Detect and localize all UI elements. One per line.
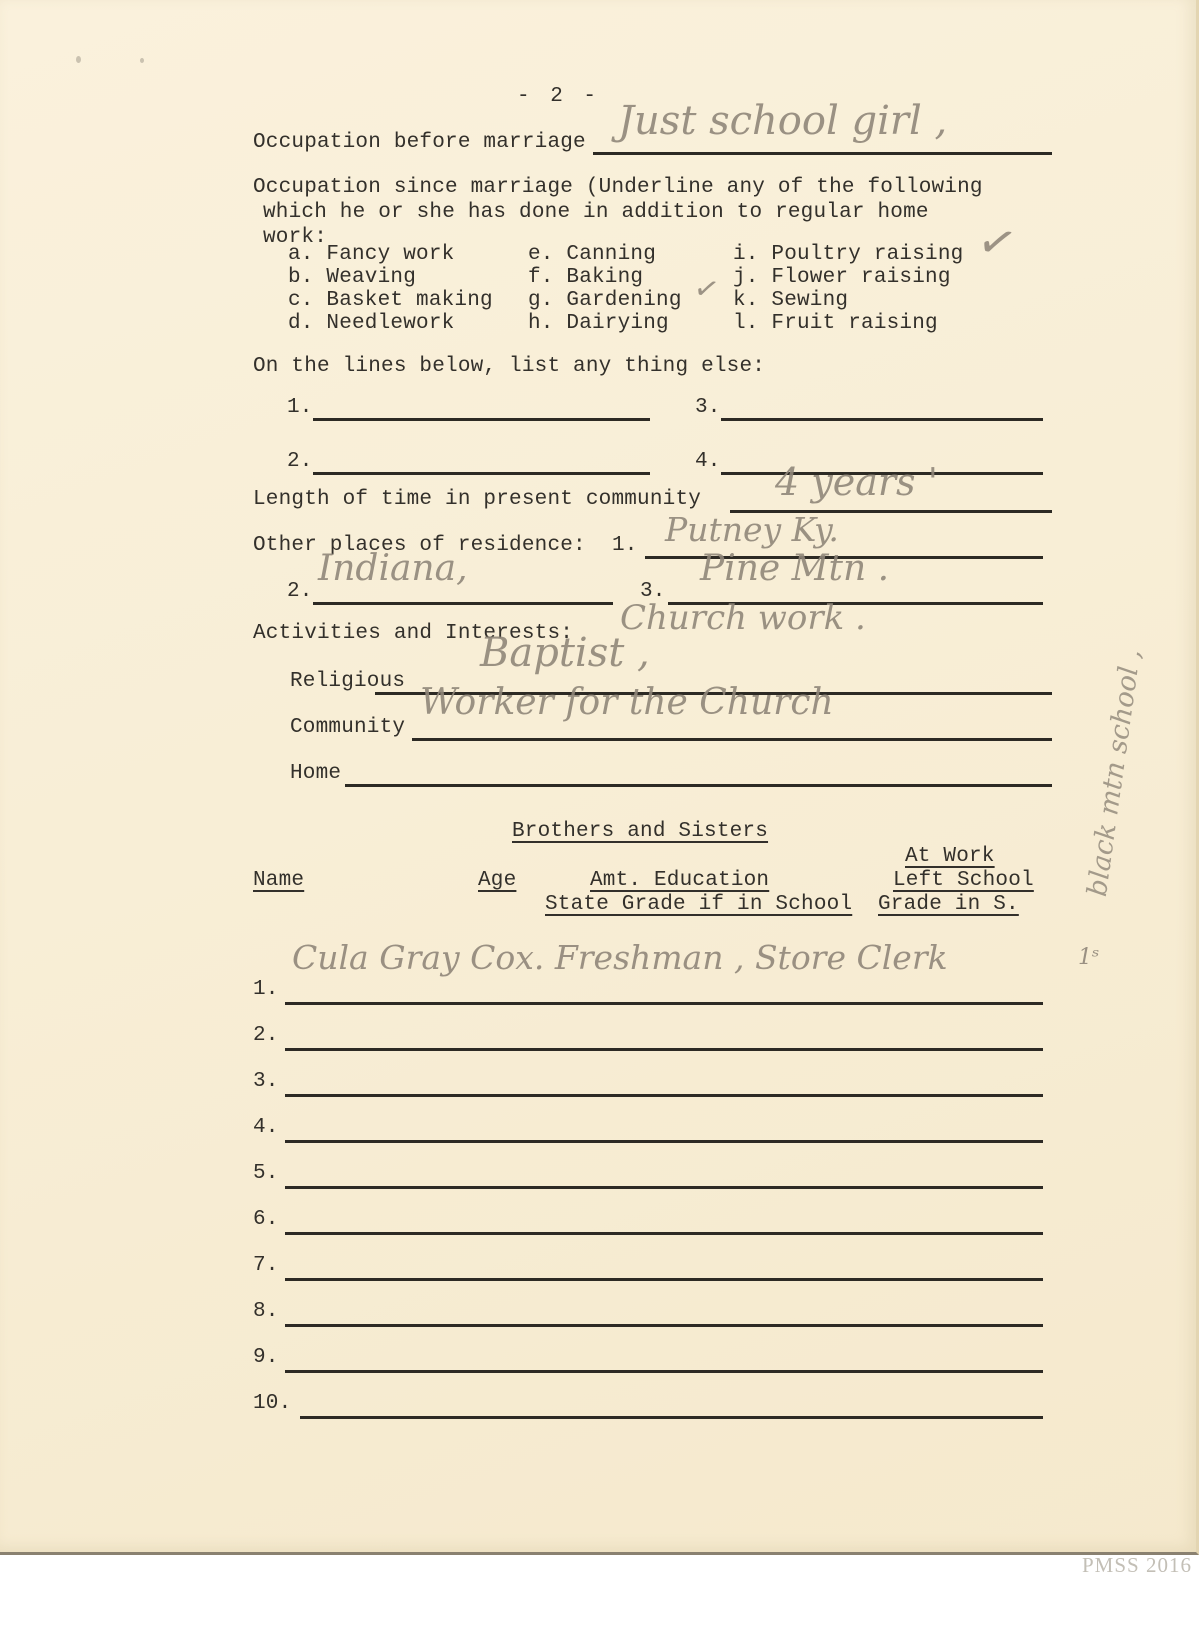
- blank-line-3-num: 3.: [695, 396, 721, 419]
- header-at-work: At Work: [905, 845, 995, 868]
- community-handwritten: Worker for the Church: [420, 682, 834, 723]
- sibling-row-num: 9.: [253, 1346, 279, 1369]
- other-places-label: Other places of residence:: [253, 534, 586, 557]
- blank-line-1: [313, 418, 650, 421]
- list-item-a: a. Fancy work: [288, 243, 455, 266]
- activities-interests-handwritten: Church work .: [620, 598, 866, 638]
- sibling-row-line: [285, 1370, 1043, 1373]
- home-line: [345, 784, 1052, 787]
- other-places-2-num: 2.: [287, 580, 313, 603]
- header-state-grade: State Grade if in School: [545, 893, 853, 916]
- siblings-title: Brothers and Sisters: [512, 820, 769, 843]
- list-item-j: j. Flower raising: [733, 266, 951, 289]
- sibling-row-line: [285, 1324, 1043, 1327]
- list-item-k: k. Sewing: [733, 289, 849, 312]
- list-item-h: h. Dairying: [528, 312, 669, 335]
- occupation-before-line: [593, 152, 1052, 155]
- length-of-time-handwritten: 4 years ': [775, 460, 939, 504]
- sibling-row-line: [285, 1048, 1043, 1051]
- sibling-row-line: [285, 1278, 1043, 1281]
- other-places-3-num: 3.: [640, 580, 666, 603]
- sibling-row-line: [285, 1232, 1043, 1235]
- header-name: Name: [253, 869, 305, 892]
- occupation-before-label: Occupation before marriage: [253, 131, 586, 154]
- religious-handwritten: Baptist ,: [480, 630, 650, 676]
- pencil-scribble: 1ˢ: [1078, 945, 1100, 970]
- sibling-row-line: [285, 1094, 1043, 1097]
- other-places-1-handwritten: Putney Ky.: [665, 510, 839, 549]
- list-item-f: f. Baking: [528, 266, 644, 289]
- occupation-since-line1: Occupation since marriage (Underline any of the following: [253, 176, 983, 199]
- religious-label: Religious: [290, 670, 406, 693]
- other-places-2-line: [313, 602, 613, 605]
- header-amt-education: Amt. Education: [590, 869, 770, 892]
- list-item-g: g. Gardening: [528, 289, 682, 312]
- blank-line-1-num: 1.: [287, 396, 313, 419]
- sibling-row-num: 7.: [253, 1254, 279, 1277]
- sibling-row-num: 6.: [253, 1208, 279, 1231]
- pencil-checkmark-gardening: ✓: [690, 269, 723, 310]
- other-lines-prompt: On the lines below, list any thing else:: [253, 355, 766, 378]
- sibling-row-line: [285, 1002, 1043, 1005]
- other-places-2-handwritten: Indiana,: [318, 548, 468, 589]
- list-item-i: i. Poultry raising: [733, 243, 964, 266]
- other-places-3-handwritten: Pine Mtn .: [700, 548, 890, 589]
- list-item-d: d. Needlework: [288, 312, 455, 335]
- sibling-row-num: 10.: [253, 1392, 292, 1415]
- sibling-row-num: 1.: [253, 978, 279, 1001]
- header-left-school: Left School: [893, 869, 1034, 892]
- community-line: [412, 738, 1052, 741]
- header-grade-in-s: Grade in S.: [878, 893, 1019, 916]
- activities-interests-label: Activities and Interests:: [253, 622, 574, 645]
- watermark: PMSS 2016: [1082, 1553, 1192, 1577]
- blank-line-3: [721, 418, 1043, 421]
- sibling-row-num: 8.: [253, 1300, 279, 1323]
- blank-line-2-num: 2.: [287, 450, 313, 473]
- pencil-speck: [140, 58, 144, 63]
- blank-line-2: [313, 472, 650, 475]
- list-item-l: l. Fruit raising: [733, 312, 938, 335]
- page-number: - 2 -: [517, 85, 601, 108]
- pencil-checkmark-poultry: ✓: [972, 211, 1023, 273]
- sibling-row-num: 5.: [253, 1162, 279, 1185]
- occupation-since-line3: work:: [263, 226, 328, 249]
- sibling-row-line: [285, 1186, 1043, 1189]
- blank-line-4-num: 4.: [695, 450, 721, 473]
- margin-note-handwritten: black mtn school ,: [1081, 647, 1148, 899]
- other-places-1-num: 1.: [612, 534, 638, 557]
- occupation-before-handwritten: Just school girl ,: [618, 98, 948, 144]
- occupation-since-line2: which he or she has done in addition to regular home: [263, 201, 929, 224]
- list-item-c: c. Basket making: [288, 289, 493, 312]
- sibling-row-num: 4.: [253, 1116, 279, 1139]
- list-item-b: b. Weaving: [288, 266, 417, 289]
- community-label: Community: [290, 716, 406, 739]
- sibling-row-num: 3.: [253, 1070, 279, 1093]
- sibling-row-line: [300, 1416, 1043, 1419]
- sibling-row-1-handwritten: Cula Gray Cox. Freshman , Store Clerk: [292, 938, 948, 977]
- length-of-time-label: Length of time in present community: [253, 488, 702, 511]
- sibling-row-num: 2.: [253, 1024, 279, 1047]
- sibling-row-line: [285, 1140, 1043, 1143]
- pencil-speck: [76, 56, 81, 63]
- list-item-e: e. Canning: [528, 243, 657, 266]
- home-label: Home: [290, 762, 342, 785]
- header-age: Age: [478, 869, 517, 892]
